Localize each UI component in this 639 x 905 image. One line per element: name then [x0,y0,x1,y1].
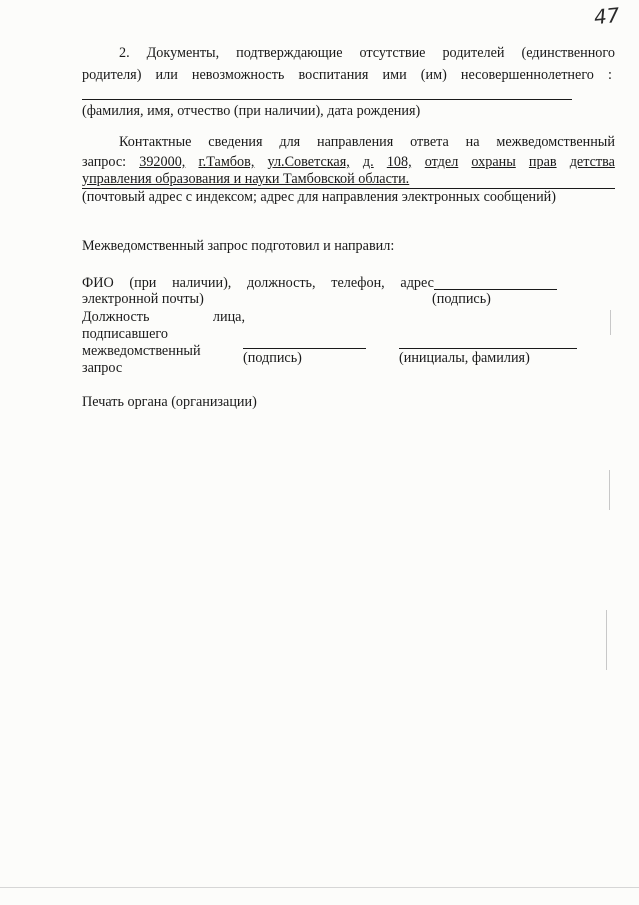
handwritten-page-number: 47 [592,2,621,30]
contacts-line1: Контактные сведения для направления ответа на межведомственный [119,134,615,150]
contacts-line2: запрос: 392000, г.Тамбов, ул.Советская, д. 108, отдел охраны прав детства [82,154,615,170]
signer-line1: Должность лица, [82,309,245,325]
prepared-by-heading: Межведомственный запрос подготовил и направил: [82,238,395,254]
section2-caption: (фамилия, имя, отчество (при наличии), дата рождения) [82,103,421,119]
signer-signature-line [243,348,366,349]
seal-label: Печать органа (организации) [82,394,257,410]
fio-signature-line [434,289,557,290]
section2-line1: 2. Документы, подтверждающие отсутствие родителей (единственного [119,45,615,61]
section2-fill-line [82,99,572,100]
fio-line2: электронной почты) [82,291,204,307]
scan-artifact-right [609,470,610,510]
scan-artifact-right-2 [606,610,607,670]
signer-signature-caption: (подпись) [243,350,302,366]
scan-artifact-right-3 [610,310,611,335]
signer-line4: запрос [82,360,123,376]
contacts-caption: (почтовый адрес с индексом; адрес для направления электронных сообщений) [82,189,556,205]
section2-line2: родителя) или невозможность воспитания ими (им) несовершеннолетнего : [82,67,612,83]
scan-artifact-bottom [0,887,639,888]
fio-signature-caption: (подпись) [432,291,491,307]
signer-line3: межведомственный [82,343,201,359]
signer-name-line [399,348,577,349]
signer-line2: подписавшего [82,326,168,342]
signer-name-caption: (инициалы, фамилия) [399,350,530,366]
contacts-line3-address: управления образования и науки Тамбовской области. [82,171,410,187]
fio-line1: ФИО (при наличии), должность, телефон, адрес [82,275,434,291]
